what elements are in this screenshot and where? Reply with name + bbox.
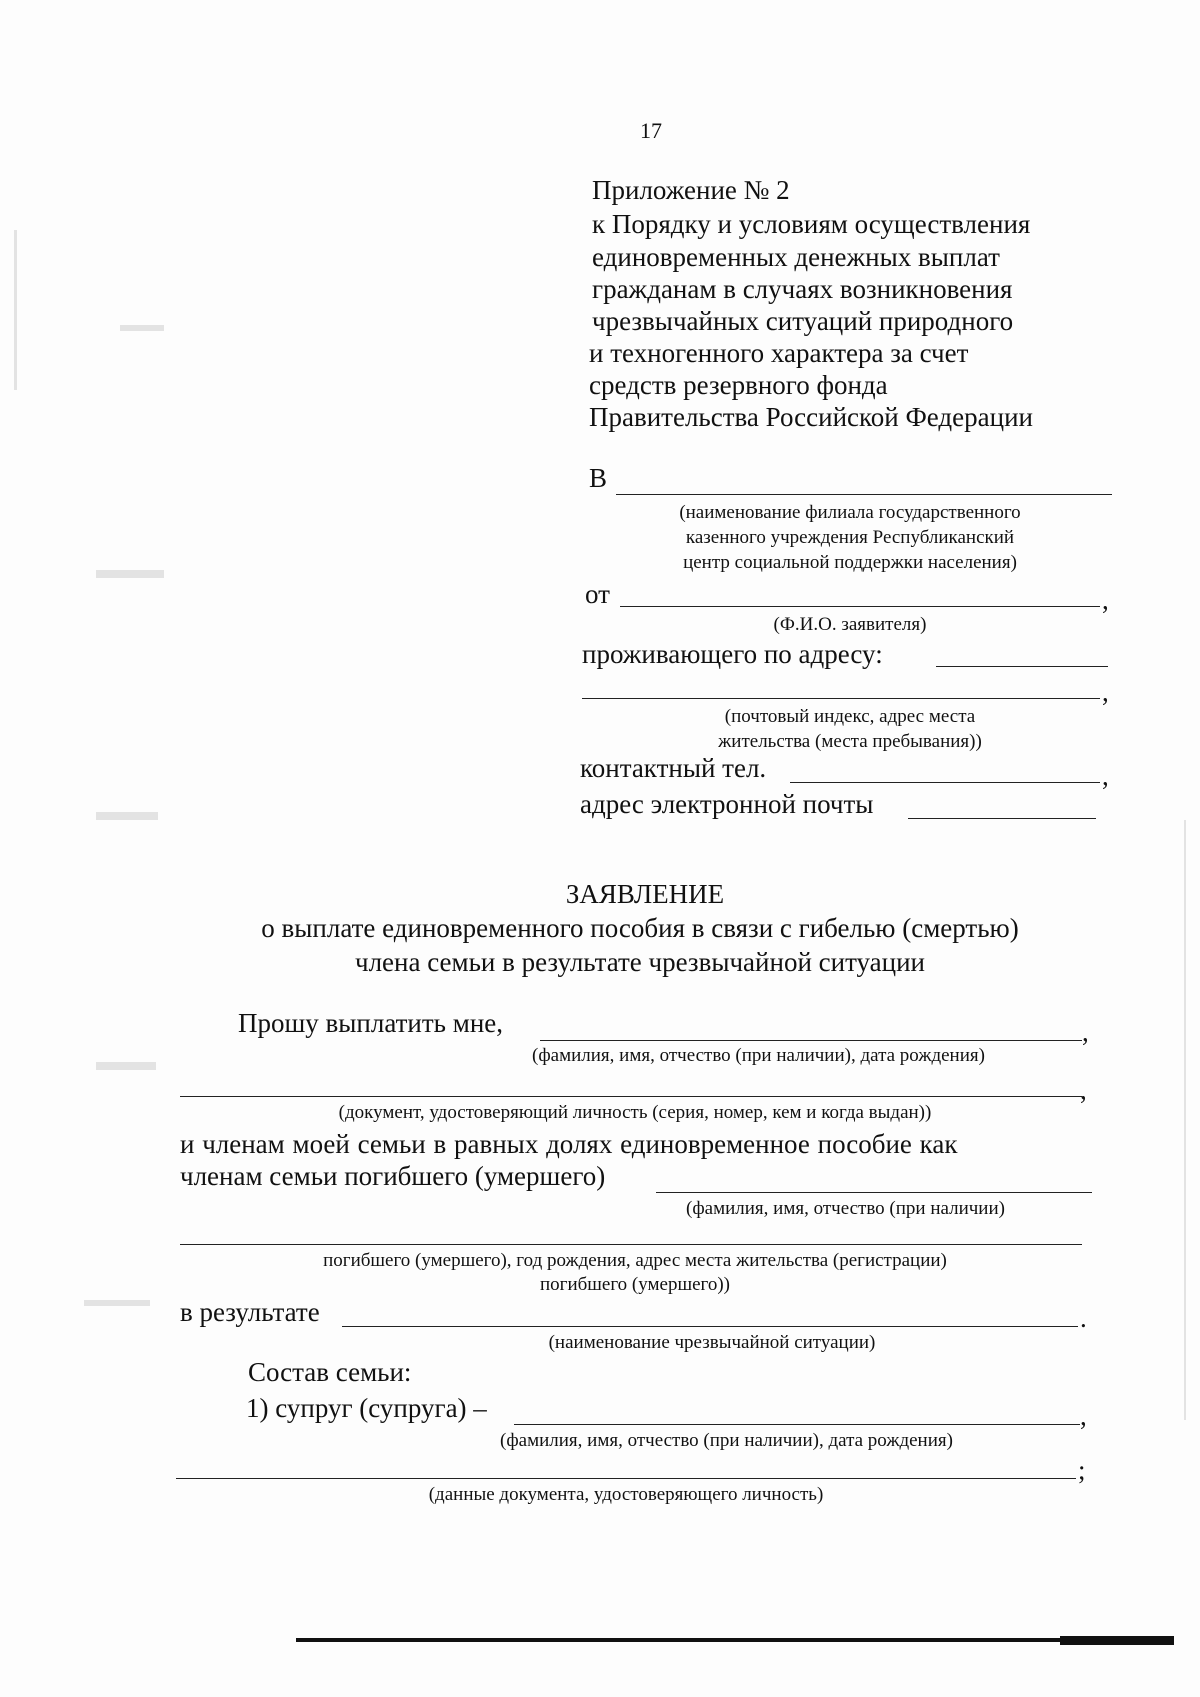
caption-spouse-doc: (данные документа, удостоверяющего личность) bbox=[428, 1484, 824, 1505]
caption-fio-dob: (фамилия, имя, отчество (при наличии), дата рождения) bbox=[532, 1045, 985, 1066]
scan-smudge bbox=[120, 325, 164, 331]
comma: , bbox=[1102, 585, 1109, 615]
scan-edge-mark bbox=[14, 230, 17, 390]
appendix-line: гражданам в случаях возникновения bbox=[592, 274, 1013, 304]
scan-bottom-bar-thick bbox=[1060, 1636, 1174, 1645]
comma: , bbox=[1080, 1401, 1087, 1431]
statement-subtitle: члена семьи в результате чрезвычайной ситуации bbox=[354, 947, 925, 977]
address-label: проживающего по адресу: bbox=[582, 639, 883, 669]
family-composition-label: Состав семьи: bbox=[248, 1357, 412, 1387]
deceased-info-line bbox=[180, 1244, 1082, 1245]
family-line-1: и членам моей семьи в равных долях единовременное пособие как bbox=[180, 1129, 958, 1159]
comma: , bbox=[1102, 761, 1109, 791]
email-field-line bbox=[908, 818, 1096, 819]
from-label: от bbox=[585, 579, 610, 609]
page-number: 17 bbox=[640, 118, 662, 143]
to-caption: казенного учреждения Республиканский bbox=[685, 527, 1015, 548]
email-label: адрес электронной почты bbox=[580, 789, 874, 819]
to-caption: (наименование филиала государственного bbox=[679, 502, 1021, 523]
spouse-label: 1) супруг (супруга) – bbox=[246, 1393, 487, 1423]
scan-bottom-bar bbox=[296, 1638, 1174, 1642]
emergency-name-line bbox=[342, 1326, 1078, 1327]
comma: , bbox=[1080, 1075, 1087, 1105]
scan-smudge bbox=[84, 1300, 150, 1306]
appendix-line: чрезвычайных ситуаций природного bbox=[592, 306, 1014, 336]
family-line-2: членам семьи погибшего (умершего) bbox=[180, 1161, 606, 1191]
deceased-fio-line bbox=[656, 1192, 1092, 1193]
from-field-line bbox=[620, 606, 1100, 607]
to-caption: центр социальной поддержки населения) bbox=[683, 552, 1017, 573]
appendix-line: к Порядку и условиям осуществления bbox=[592, 209, 1031, 239]
applicant-fio-line bbox=[540, 1040, 1082, 1041]
to-label: В bbox=[589, 463, 608, 493]
appendix-line: и техногенного характера за счет bbox=[589, 338, 969, 368]
spouse-doc-line bbox=[176, 1478, 1076, 1479]
address-caption: жительства (места пребывания)) bbox=[718, 731, 982, 752]
request-label: Прошу выплатить мне, bbox=[238, 1008, 504, 1038]
scan-edge-mark bbox=[1184, 820, 1186, 1420]
caption-id-doc: (документ, удостоверяющий личность (серия, номер, кем и когда выдан)) bbox=[338, 1102, 932, 1123]
comma: , bbox=[1082, 1017, 1089, 1047]
statement-title: ЗАЯВЛЕНИЕ bbox=[565, 879, 725, 909]
appendix-line: средств резервного фонда bbox=[589, 370, 888, 400]
result-label: в результате bbox=[180, 1297, 320, 1327]
scan-smudge bbox=[96, 812, 158, 820]
caption-emergency: (наименование чрезвычайной ситуации) bbox=[548, 1332, 876, 1353]
period: . bbox=[1080, 1303, 1087, 1333]
scan-smudge bbox=[96, 570, 164, 578]
spouse-fio-line bbox=[514, 1424, 1080, 1425]
caption-deceased-info: погибшего (умершего)) bbox=[540, 1274, 730, 1295]
caption-deceased-fio: (фамилия, имя, отчество (при наличии) bbox=[686, 1198, 1005, 1219]
to-field-line bbox=[616, 494, 1112, 495]
phone-field-line bbox=[790, 782, 1100, 783]
applicant-doc-line bbox=[180, 1096, 1082, 1097]
scan-smudge bbox=[96, 1062, 156, 1070]
statement-subtitle: о выплате единовременного пособия в связи с гибелью (смертью) bbox=[261, 913, 1019, 943]
address-caption: (почтовый индекс, адрес места bbox=[724, 706, 976, 727]
appendix-title: Приложение № 2 bbox=[592, 175, 790, 205]
phone-label: контактный тел. bbox=[580, 753, 767, 783]
address-field-line bbox=[936, 666, 1108, 667]
comma: , bbox=[1102, 677, 1109, 707]
address-field-line-2 bbox=[582, 698, 1100, 699]
semicolon: ; bbox=[1078, 1455, 1086, 1485]
from-caption: (Ф.И.О. заявителя) bbox=[773, 614, 927, 635]
appendix-line: Правительства Российской Федерации bbox=[589, 402, 1033, 432]
appendix-line: единовременных денежных выплат bbox=[592, 242, 1000, 272]
caption-deceased-info: погибшего (умершего), год рождения, адрес места жительства (регистрации) bbox=[323, 1250, 947, 1271]
caption-spouse-fio: (фамилия, имя, отчество (при наличии), дата рождения) bbox=[500, 1430, 953, 1451]
